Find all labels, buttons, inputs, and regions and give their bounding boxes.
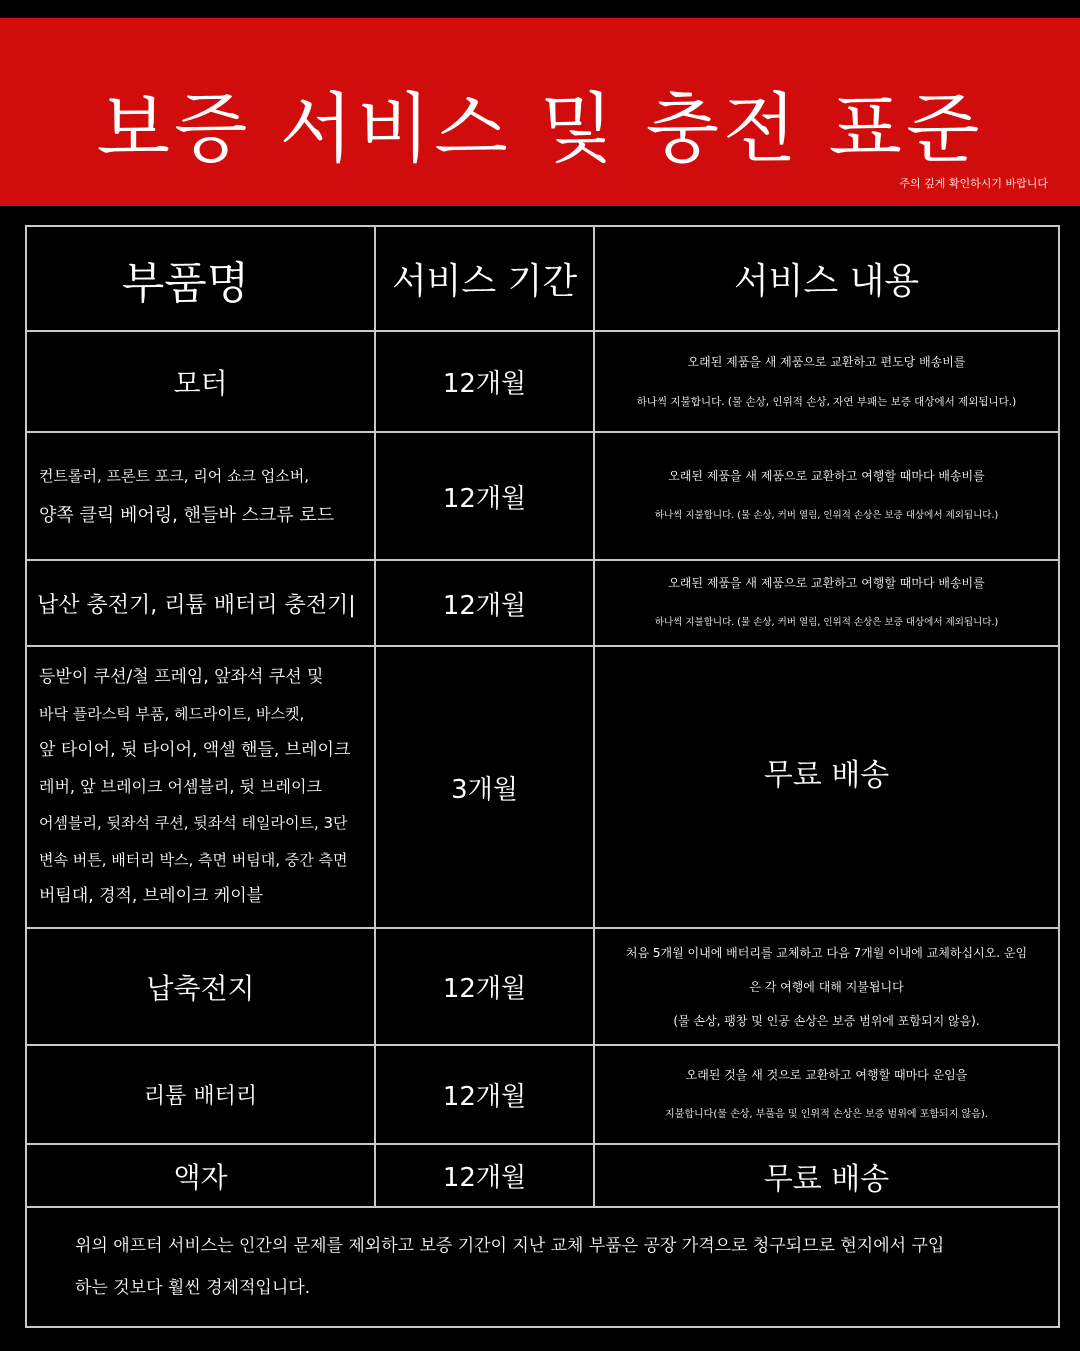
part-name-line: 컨트롤러, 프론트 포크, 리어 쇼크 업소버, (39, 467, 309, 485)
part-name-cell (26, 1045, 375, 1144)
table-row (26, 1045, 1059, 1144)
table-row (26, 560, 1059, 646)
table-row (26, 646, 1059, 928)
warranty-table (25, 225, 1060, 1328)
table-footer-row (26, 1207, 1059, 1327)
service-content-cell (594, 928, 1059, 1045)
service-period-cell: 12개월 (375, 928, 594, 1045)
table-row (26, 331, 1059, 432)
part-name-cell (26, 432, 375, 560)
service-content-cell (594, 646, 1059, 928)
part-name-line: 양쪽 클릭 베어링, 핸들바 스크류 로드 (39, 505, 335, 526)
footer-note-line: 위의 애프터 서비스는 인간의 문제를 제외하고 보증 기간이 지난 교체 부품은 공장 가격으로 청구되므로 현지에서 구입 (75, 1236, 945, 1256)
service-content-cell (594, 1144, 1059, 1207)
service-period-cell: 12개월 (375, 1045, 594, 1144)
service-content-cell (594, 1045, 1059, 1144)
service-period-cell: 3개월 (375, 646, 594, 928)
table-row (26, 1144, 1059, 1207)
page-title: 보증 서비스 및 충전 표준 (96, 84, 984, 173)
service-content-cell (594, 432, 1059, 560)
part-name-line: 변속 버튼, 배터리 박스, 측면 버팀대, 중간 측면 (39, 850, 348, 869)
part-name-line: 납축전지 (146, 971, 255, 1005)
service-content-line: 지불합니다(물 손상, 부풀음 및 인위적 손상은 보증 범위에 포함되지 않음). (665, 1108, 988, 1120)
service-content-line: 무료 배송 (763, 1161, 890, 1197)
part-name-line: 납산 충전기, 리튬 배터리 충전기| (37, 592, 356, 618)
part-name-line: 액자 (173, 1160, 228, 1194)
part-name-line: 버팀대, 경적, 브레이크 케이블 (39, 886, 264, 907)
service-content-line: 오래된 제품을 새 제품으로 교환하고 여행할 때마다 배송비를 (668, 469, 985, 483)
service-content-line: 은 각 여행에 대해 지불됩니다 (749, 979, 904, 994)
service-period-cell: 12개월 (375, 432, 594, 560)
footer-note-line: 하는 것보다 훨씬 경제적입니다. (75, 1278, 311, 1298)
service-content-line: 오래된 것을 새 것으로 교환하고 여행할 때마다 운임을 (685, 1067, 968, 1082)
service-period-cell: 12개월 (375, 1144, 594, 1207)
service-content-line: 하나씩 지불합니다. (물 손상, 커버 열림, 인위적 손상은 보증 대상에서 제외됩니다.) (654, 617, 999, 628)
part-name-line: 레버, 앞 브레이크 어셈블리, 뒷 브레이크 (39, 776, 322, 796)
service-content-line: 하나씩 지불합니다. (물 손상, 인위적 손상, 자연 부패는 보증 대상에서 제외됩니다.) (636, 395, 1017, 408)
service-content-line: 오래된 제품을 새 제품으로 교환하고 편도당 배송비를 (687, 354, 966, 369)
title-banner (0, 18, 1080, 206)
service-period-cell: 12개월 (375, 331, 594, 432)
service-content-line: 오래된 제품을 새 제품으로 교환하고 여행할 때마다 배송비를 (668, 576, 985, 590)
table-row (26, 928, 1059, 1045)
part-name-line: 바닥 플라스틱 부품, 헤드라이트, 바스켓, (39, 704, 305, 723)
service-content-cell (594, 560, 1059, 646)
part-name-line: 앞 타이어, 뒷 타이어, 액셀 핸들, 브레이크 (39, 740, 351, 761)
banner-note: 주의 깊게 확인하시기 바랍니다 (899, 177, 1048, 190)
service-content-line: 무료 배송 (763, 758, 890, 793)
table-row (26, 432, 1059, 560)
part-name-line: 등받이 쿠션/철 프레임, 앞좌석 쿠션 및 (39, 667, 324, 688)
service-period-cell: 12개월 (375, 560, 594, 646)
service-content-line: (물 손상, 팽창 및 인공 손상은 보증 범위에 포함되지 않음). (673, 1013, 980, 1028)
service-content-line: 하나씩 지불합니다. (물 손상, 커버 열림, 인위적 손상은 보증 대상에서 제외됩니다.) (654, 510, 999, 521)
service-content-cell (594, 331, 1059, 432)
part-name-line: 어셈블리, 뒷좌석 쿠션, 뒷좌석 테일라이트, 3단 (39, 814, 348, 833)
part-name-line: 리튬 배터리 (143, 1084, 258, 1109)
footer-note (26, 1207, 1059, 1327)
part-name-cell (26, 1144, 375, 1207)
service-content-line: 처음 5개월 이내에 배터리를 교체하고 다음 7개월 이내에 교체하십시오. 운임 (625, 945, 1028, 960)
part-name-cell (26, 928, 375, 1045)
part-name-cell (26, 560, 375, 646)
column-header-part-name: 부품명 (26, 226, 375, 331)
column-header-service-period: 서비스 기간 (375, 226, 594, 331)
part-name-cell (26, 331, 375, 432)
part-name-line: 모터 (173, 366, 228, 400)
column-header-service-content: 서비스 내용 (594, 226, 1059, 331)
table-header-row (26, 226, 1059, 331)
part-name-cell (26, 646, 375, 928)
